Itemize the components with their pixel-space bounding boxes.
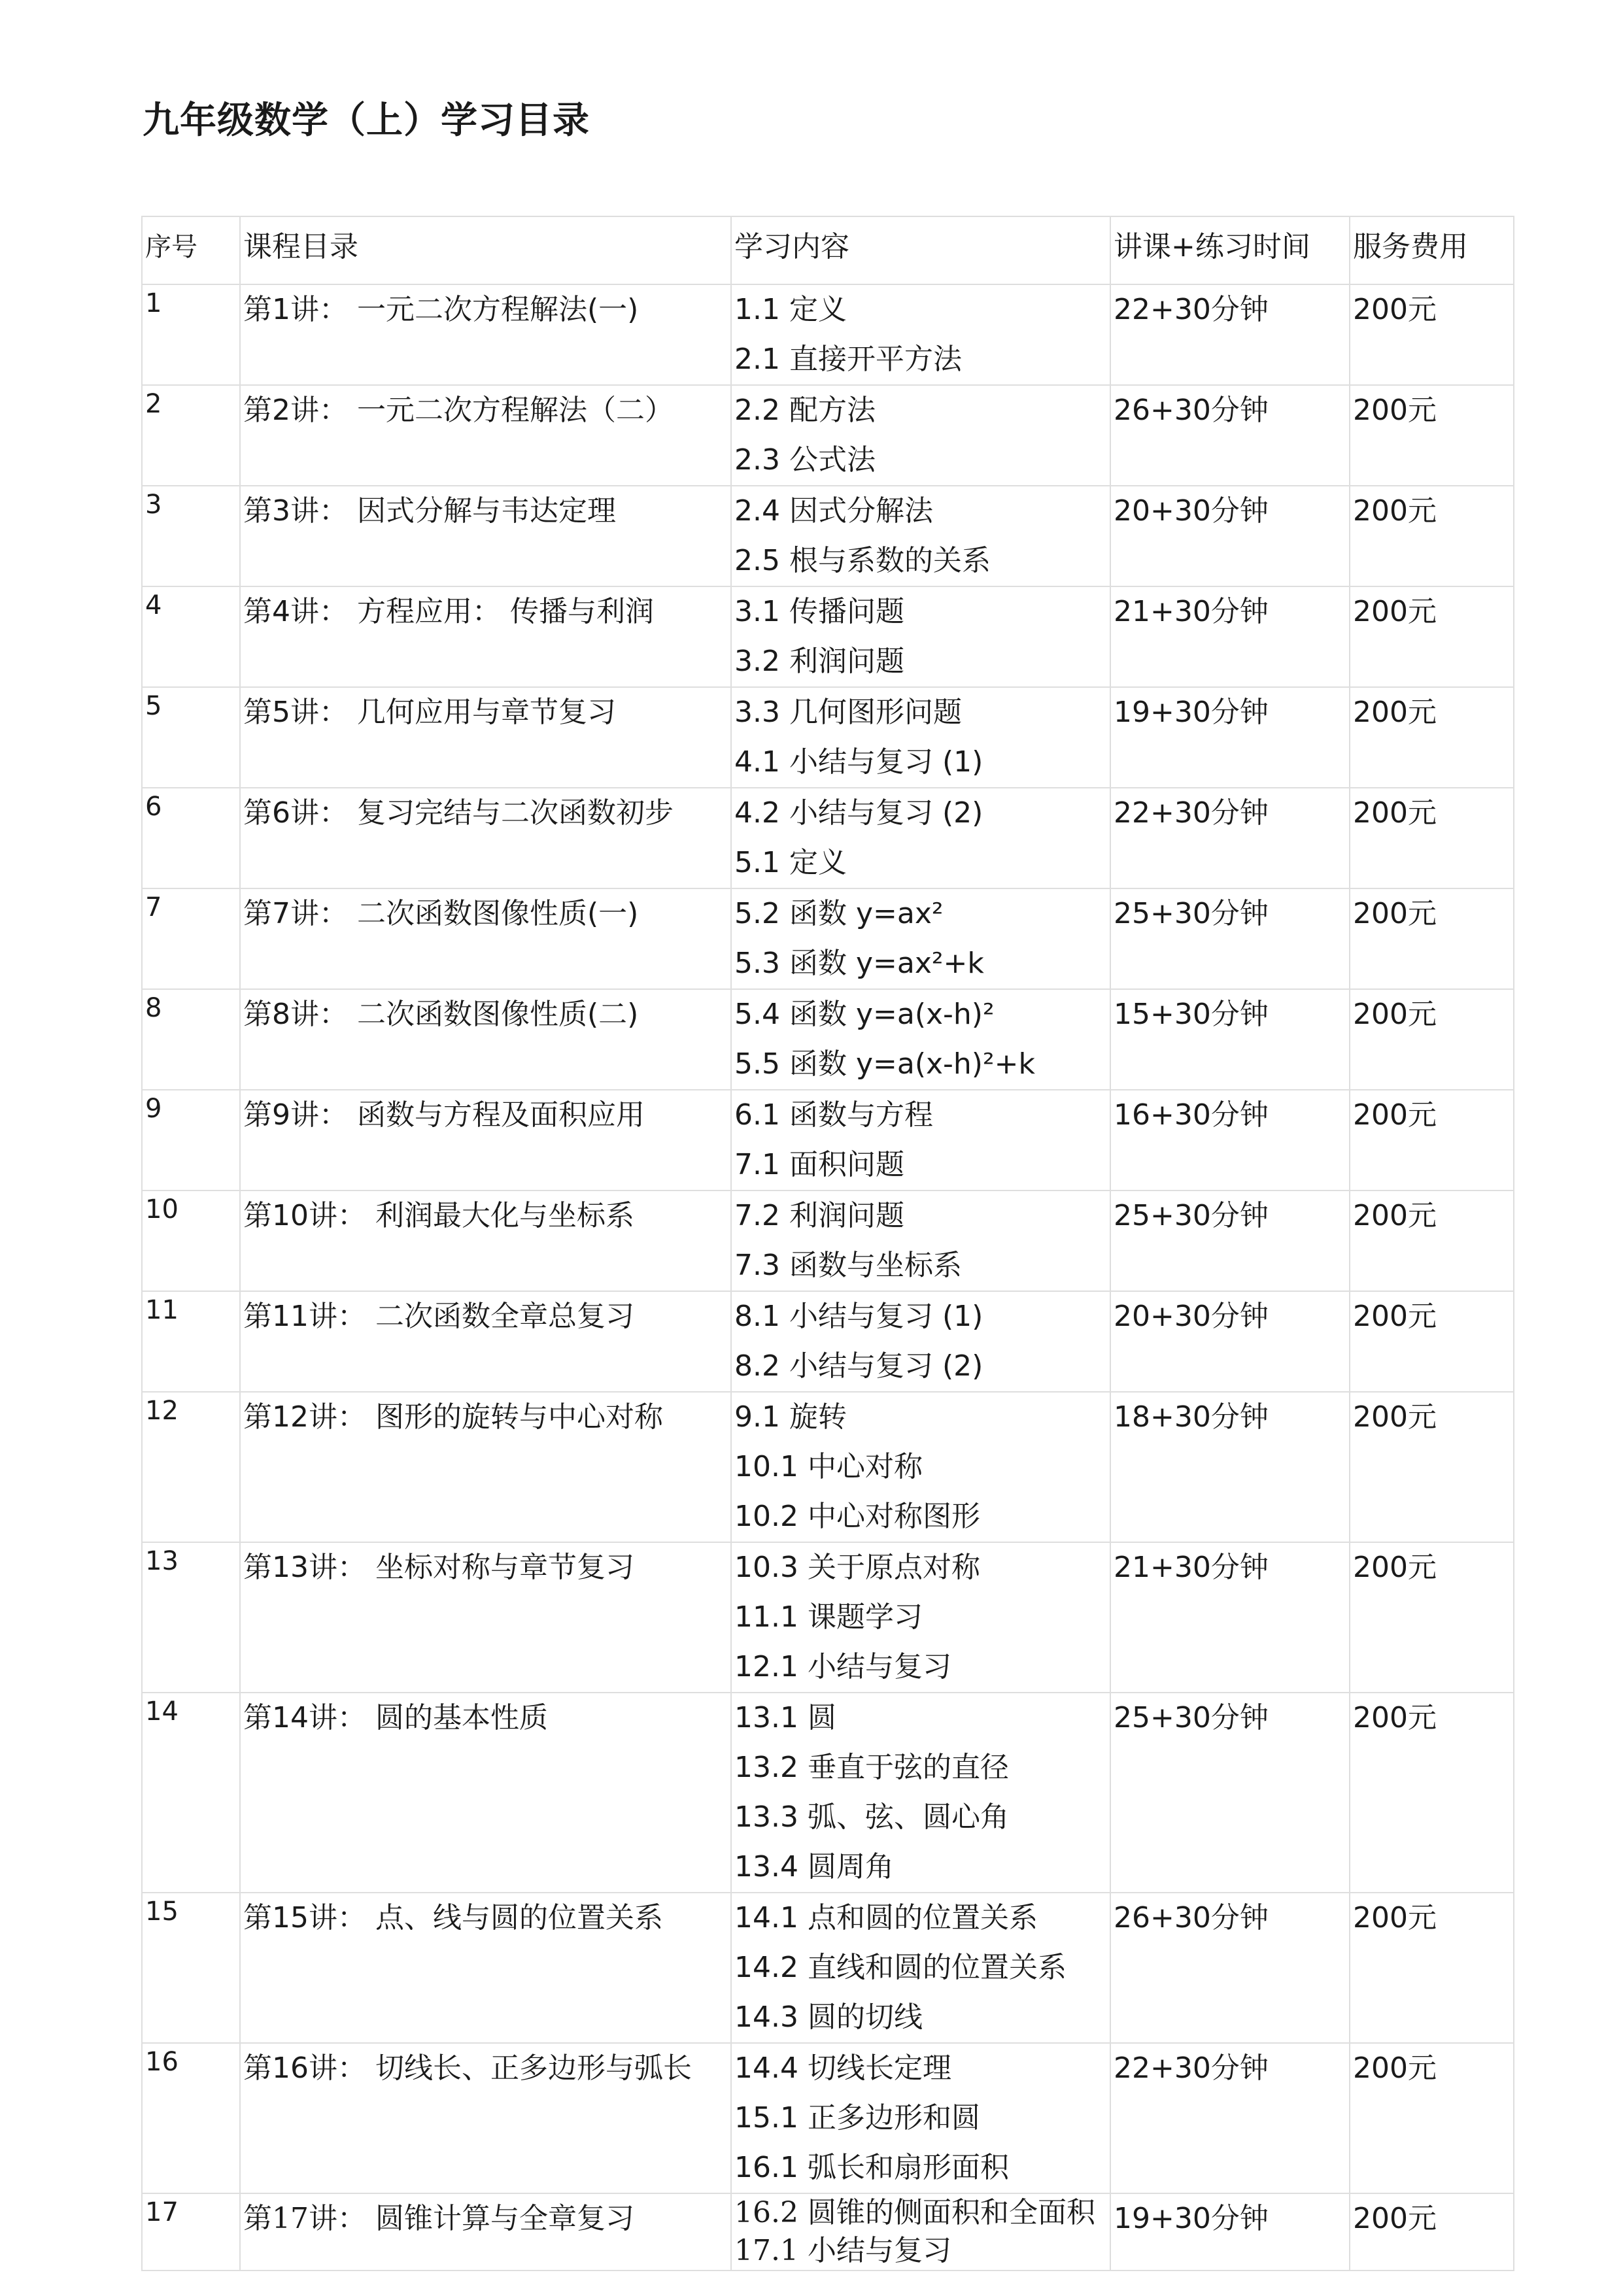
- row-index-cell: [142, 989, 240, 1090]
- service-fee: 200元: [1350, 1190, 1514, 1291]
- table-row: [142, 284, 1514, 385]
- course-title: 第12讲： 图形的旋转与中心对称: [240, 1392, 731, 1542]
- course-title: 第8讲： 二次函数图像性质(二): [240, 989, 731, 1090]
- row-index: 17: [145, 2197, 179, 2227]
- row-index: 14: [145, 1697, 179, 1727]
- learning-content-item: 5.4 函数 y=a(x-h)²: [734, 998, 995, 1031]
- header-service-fee: 服务费用: [1350, 216, 1514, 284]
- row-index: 5: [145, 691, 162, 721]
- service-fee: 200元: [1350, 586, 1514, 687]
- row-index: 10: [145, 1194, 179, 1224]
- lecture-practice-time: 21+30分钟: [1110, 586, 1350, 687]
- learning-content-item: 5.5 函数 y=a(x-h)²+k: [734, 1047, 1035, 1081]
- learning-content-item: 10.1 中心对称: [734, 1450, 923, 1483]
- learning-content-cell: [731, 2193, 1110, 2271]
- course-title: 第3讲： 因式分解与韦达定理: [240, 486, 731, 586]
- learning-content-item: 13.3 弧、弦、圆心角: [734, 1800, 1009, 1834]
- service-fee: 200元: [1350, 989, 1514, 1090]
- row-index: 3: [145, 490, 162, 520]
- learning-content-item: 9.1 旋转: [734, 1400, 847, 1434]
- table-row: [142, 1893, 1514, 2043]
- learning-content-item: 7.3 函数与坐标系: [734, 1249, 962, 1282]
- learning-content-item: 2.4 因式分解法: [734, 494, 933, 528]
- row-index-cell: [142, 1893, 240, 2043]
- header-course-title: 课程目录: [240, 216, 731, 284]
- row-index: 2: [145, 389, 162, 419]
- table-row: [142, 989, 1514, 1090]
- lecture-practice-time: 20+30分钟: [1110, 486, 1350, 586]
- learning-content-item: 4.2 小结与复习 (2): [734, 796, 983, 830]
- course-title: 第5讲： 几何应用与章节复习: [240, 687, 731, 788]
- course-title: 第11讲： 二次函数全章总复习: [240, 1291, 731, 1392]
- learning-content-item: 16.1 弧长和扇形面积: [734, 2151, 1009, 2184]
- learning-content-cell: [731, 284, 1110, 385]
- table-row: [142, 888, 1514, 989]
- page-title: 九年级数学（上）学习目录: [143, 99, 590, 142]
- learning-content-item: 16.2 圆锥的侧面积和全面积: [734, 2196, 1095, 2229]
- service-fee: 200元: [1350, 1090, 1514, 1190]
- row-index: 16: [145, 2047, 179, 2077]
- table-row: [142, 2043, 1514, 2193]
- header-index: 序号: [142, 216, 240, 284]
- course-title: 第9讲： 函数与方程及面积应用: [240, 1090, 731, 1190]
- learning-content-item: 2.3 公式法: [734, 443, 876, 477]
- learning-content-item: 7.2 利润问题: [734, 1199, 904, 1232]
- table-body: [142, 284, 1514, 2271]
- service-fee: 200元: [1350, 1291, 1514, 1392]
- learning-content-cell: [731, 888, 1110, 989]
- learning-content-item: 14.2 直线和圆的位置关系: [734, 1951, 1067, 1984]
- learning-content-item: 13.1 圆: [734, 1701, 836, 1734]
- learning-content-cell: [731, 1542, 1110, 1693]
- learning-content-cell: [731, 385, 1110, 486]
- learning-content-cell: [731, 788, 1110, 888]
- table-row: [142, 1542, 1514, 1693]
- learning-content-cell: [731, 586, 1110, 687]
- row-index-cell: [142, 2043, 240, 2193]
- learning-content-item: 13.2 垂直于弦的直径: [734, 1751, 1009, 1784]
- row-index-cell: [142, 1693, 240, 1893]
- row-index-cell: [142, 1090, 240, 1190]
- lecture-practice-time: 25+30分钟: [1110, 1693, 1350, 1893]
- learning-content-item: 7.1 面积问题: [734, 1148, 904, 1181]
- learning-content-item: 14.1 点和圆的位置关系: [734, 1901, 1038, 1934]
- lecture-practice-time: 25+30分钟: [1110, 888, 1350, 989]
- service-fee: 200元: [1350, 888, 1514, 989]
- table-header-row: [142, 216, 1514, 284]
- learning-content-item: 15.1 正多边形和圆: [734, 2101, 980, 2135]
- lecture-practice-time: 15+30分钟: [1110, 989, 1350, 1090]
- course-title: 第6讲： 复习完结与二次函数初步: [240, 788, 731, 888]
- row-index-cell: [142, 284, 240, 385]
- row-index-cell: [142, 1392, 240, 1542]
- lecture-practice-time: 21+30分钟: [1110, 1542, 1350, 1693]
- learning-content-item: 10.3 关于原点对称: [734, 1551, 980, 1584]
- learning-content-item: 13.4 圆周角: [734, 1850, 894, 1883]
- row-index-cell: [142, 1291, 240, 1392]
- lecture-practice-time: 22+30分钟: [1110, 2043, 1350, 2193]
- lecture-practice-time: 19+30分钟: [1110, 2193, 1350, 2271]
- row-index-cell: [142, 687, 240, 788]
- lecture-practice-time: 26+30分钟: [1110, 1893, 1350, 2043]
- row-index-cell: [142, 586, 240, 687]
- learning-content-item: 11.1 课题学习: [734, 1600, 923, 1634]
- course-title: 第13讲： 坐标对称与章节复习: [240, 1542, 731, 1693]
- row-index: 11: [145, 1295, 179, 1325]
- learning-content-cell: [731, 687, 1110, 788]
- learning-content-item: 3.2 利润问题: [734, 645, 904, 678]
- course-title: 第4讲： 方程应用： 传播与利润: [240, 586, 731, 687]
- learning-content-cell: [731, 1392, 1110, 1542]
- row-index: 7: [145, 892, 162, 922]
- table-row: [142, 385, 1514, 486]
- course-title: 第15讲： 点、线与圆的位置关系: [240, 1893, 731, 2043]
- learning-content-item: 2.5 根与系数的关系: [734, 544, 991, 577]
- table-row: [142, 2193, 1514, 2271]
- service-fee: 200元: [1350, 1693, 1514, 1893]
- lecture-practice-time: 16+30分钟: [1110, 1090, 1350, 1190]
- table-row: [142, 1190, 1514, 1291]
- learning-content-cell: [731, 1893, 1110, 2043]
- row-index-cell: [142, 1190, 240, 1291]
- learning-content-cell: [731, 1090, 1110, 1190]
- lecture-practice-time: 18+30分钟: [1110, 1392, 1350, 1542]
- service-fee: 200元: [1350, 284, 1514, 385]
- row-index: 12: [145, 1396, 179, 1426]
- header-learning-content: 学习内容: [731, 216, 1110, 284]
- lecture-practice-time: 26+30分钟: [1110, 385, 1350, 486]
- lecture-practice-time: 20+30分钟: [1110, 1291, 1350, 1392]
- table-row: [142, 1090, 1514, 1190]
- learning-content-item: 3.3 几何图形问题: [734, 696, 962, 729]
- lecture-practice-time: 25+30分钟: [1110, 1190, 1350, 1291]
- learning-content-item: 2.2 配方法: [734, 394, 876, 427]
- learning-content-item: 3.1 传播问题: [734, 595, 904, 628]
- row-index-cell: [142, 385, 240, 486]
- table-row: [142, 486, 1514, 586]
- course-title: 第7讲： 二次函数图像性质(一): [240, 888, 731, 989]
- row-index: 13: [145, 1546, 179, 1576]
- learning-content-item: 2.1 直接开平方法: [734, 343, 962, 376]
- learning-content-item: 8.1 小结与复习 (1): [734, 1300, 983, 1333]
- row-index-cell: [142, 788, 240, 888]
- header-lecture-practice-time: 讲课+练习时间: [1110, 216, 1350, 284]
- learning-content-item: 5.3 函数 y=ax²+k: [734, 947, 984, 980]
- table-row: [142, 1392, 1514, 1542]
- row-index: 8: [145, 993, 162, 1023]
- lecture-practice-time: 19+30分钟: [1110, 687, 1350, 788]
- service-fee: 200元: [1350, 2193, 1514, 2271]
- row-index-cell: [142, 1542, 240, 1693]
- table-row: [142, 586, 1514, 687]
- course-title: 第2讲： 一元二次方程解法（二）: [240, 385, 731, 486]
- row-index: 9: [145, 1094, 162, 1124]
- course-title: 第1讲： 一元二次方程解法(一): [240, 284, 731, 385]
- service-fee: 200元: [1350, 2043, 1514, 2193]
- learning-content-cell: [731, 1190, 1110, 1291]
- learning-content-cell: [731, 486, 1110, 586]
- learning-content-item: 10.2 中心对称图形: [734, 1500, 980, 1533]
- learning-content-item: 6.1 函数与方程: [734, 1098, 933, 1132]
- learning-content-item: 5.2 函数 y=ax²: [734, 897, 944, 930]
- service-fee: 200元: [1350, 1542, 1514, 1693]
- table-row: [142, 1291, 1514, 1392]
- service-fee: 200元: [1350, 687, 1514, 788]
- table-row: [142, 1693, 1514, 1893]
- learning-content-cell: [731, 1291, 1110, 1392]
- learning-content-item: 12.1 小结与复习: [734, 1650, 951, 1683]
- lecture-practice-time: 22+30分钟: [1110, 284, 1350, 385]
- learning-content-item: 14.3 圆的切线: [734, 2001, 923, 2034]
- learning-content-cell: [731, 1693, 1110, 1893]
- learning-content-item: 1.1 定义: [734, 293, 847, 326]
- learning-content-item: 4.1 小结与复习 (1): [734, 745, 983, 779]
- learning-content-cell: [731, 2043, 1110, 2193]
- service-fee: 200元: [1350, 486, 1514, 586]
- learning-content-cell: [731, 989, 1110, 1090]
- course-title: 第10讲： 利润最大化与坐标系: [240, 1190, 731, 1291]
- row-index: 4: [145, 590, 162, 620]
- table-row: [142, 788, 1514, 888]
- lecture-practice-time: 22+30分钟: [1110, 788, 1350, 888]
- learning-content-item: 14.4 切线长定理: [734, 2051, 951, 2085]
- row-index: 6: [145, 792, 162, 822]
- learning-content-item: 8.2 小结与复习 (2): [734, 1349, 983, 1383]
- course-catalog-table: [141, 216, 1514, 2271]
- row-index-cell: [142, 888, 240, 989]
- table-row: [142, 687, 1514, 788]
- learning-content-item: 17.1 小结与复习: [734, 2234, 951, 2267]
- row-index-cell: [142, 486, 240, 586]
- course-title: 第17讲： 圆锥计算与全章复习: [240, 2193, 731, 2271]
- row-index: 1: [145, 288, 162, 318]
- course-title: 第16讲： 切线长、正多边形与弧长: [240, 2043, 731, 2193]
- learning-content-item: 5.1 定义: [734, 846, 847, 879]
- service-fee: 200元: [1350, 385, 1514, 486]
- row-index: 15: [145, 1897, 179, 1927]
- service-fee: 200元: [1350, 1893, 1514, 2043]
- service-fee: 200元: [1350, 1392, 1514, 1542]
- service-fee: 200元: [1350, 788, 1514, 888]
- course-title: 第14讲： 圆的基本性质: [240, 1693, 731, 1893]
- row-index-cell: [142, 2193, 240, 2271]
